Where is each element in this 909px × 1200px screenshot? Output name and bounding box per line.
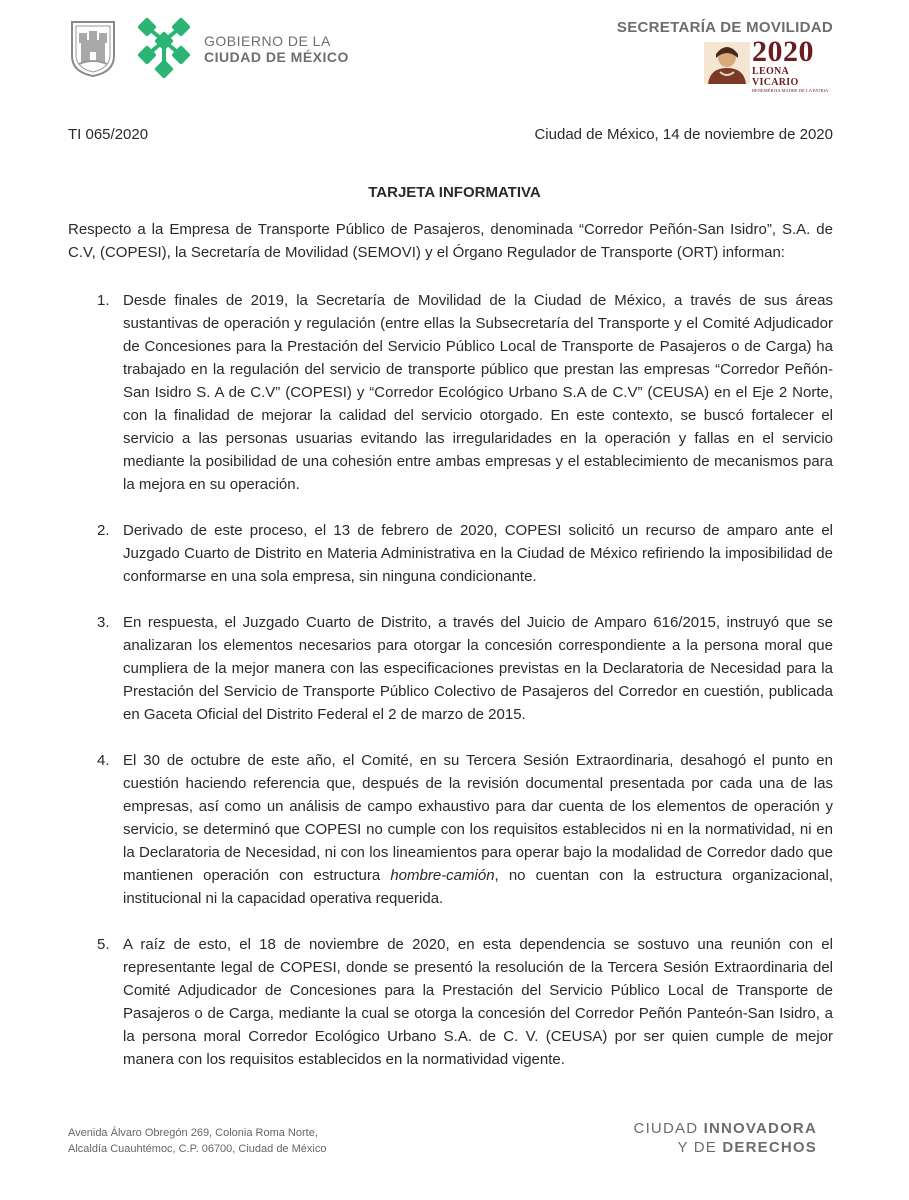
honoree-label: LEONA VICARIO	[752, 66, 799, 88]
letterhead	[0, 0, 909, 110]
slogan-light: Y DE	[677, 1139, 723, 1156]
footer-slogan	[634, 1119, 817, 1157]
item-number: 1.	[97, 292, 110, 309]
item-number: 5.	[97, 936, 110, 953]
slogan-line-2	[634, 1138, 817, 1157]
item-text: Derivado de este proceso, el 13 de febrero de 2020, COPESI solicitó un recurso de amparo ante el Juzgado Cuarto de Distrito en Materia Administrativa en la Ciudad de México refiriendo la imposibilidad de conformarse en una sola empresa, sin ninguna condicionante.	[123, 522, 833, 585]
gov-line-2: CIUDAD DE MÉXICO	[204, 49, 349, 65]
honoree-subtitle: BENEMÉRITA MADRE DE LA PATRIA	[752, 88, 829, 93]
list-item	[68, 749, 833, 910]
list-item	[68, 611, 833, 726]
numbered-list	[68, 289, 833, 1094]
year-emblem	[752, 35, 834, 94]
list-item	[68, 933, 833, 1071]
cdmx-shield-icon	[68, 18, 118, 78]
item-text-emphasis: hombre-camión	[390, 867, 495, 884]
item-text: A raíz de esto, el 18 de noviembre de 2020, en esta dependencia se sostuvo una reunión con el representante legal de COPESI, donde se presentó la resolución de la Tercera Sesión Extraordinaria del Comité Adjudicador de Concesiones para la Prestación del Servicio Público Local de Transporte de Pasajeros o de Carga, mediante la cual se otorga la concesión del Corredor Peñón Panteón-San Isidro, a la persona moral Corredor Ecológico Urbano S.A. de C. V. (CEUSA) por ser quien cumple de mejor manera con los requisitos establecidos en la normatividad vigente.	[123, 936, 833, 1068]
slogan-light: CIUDAD	[633, 1120, 704, 1137]
item-text: En respuesta, el Juzgado Cuarto de Distrito, a través del Juicio de Amparo 616/2015, instruyó que se analizaran los elementos necesarios para otorgar la concesión correspondiente a la persona moral que cumpliera de la mejor manera con las especificaciones previstas en la Declaratoria de Necesidad para la Prestación del Servicio de Transporte Público Colectivo de Pasajeros del Corredor en cuestión, publicada en Gaceta Oficial del Distrito Federal el 2 de marzo de 2015.	[123, 614, 833, 723]
item-number: 3.	[97, 614, 110, 631]
slogan-bold: DERECHOS	[722, 1139, 817, 1156]
item-text-part: El 30 de octubre de este año, el Comité, en su Tercera Sesión Extraordinaria, desahogó el punto en cuestión haciendo referencia que, después de la revisión documental presentada por cada una de las empresas, así como un análisis de campo exhaustivo para dar cuenta de los elementos de operación y servicio, se determinó que COPESI no cumple con los requisitos establecidos ni en la normatividad, ni en la Declaratoria de Necesidad, ni con los lineamientos para operar bajo la modalidad de Corredor dado que mantienen operación con estructura	[123, 752, 833, 884]
list-item	[68, 289, 833, 496]
item-text-part: , no cuentan con la estructura organizacional, institucional ni la capacidad operativa requerida.	[123, 867, 833, 907]
intro-paragraph: Respecto a la Empresa de Transporte Público de Pasajeros, denominada “Corredor Peñón-San Isidro”, S.A. de C.V, (COPESI), la Secretaría de Movilidad (SEMOVI) y el Órgano Regulador de Transporte (ORT) informan:	[68, 221, 833, 261]
list-item	[68, 519, 833, 588]
cdmx-logo-icon	[136, 16, 192, 80]
slogan-bold: INNOVADORA	[703, 1120, 817, 1137]
footer-address	[68, 1125, 326, 1157]
year-label: 2020	[752, 35, 814, 68]
government-name	[204, 33, 349, 65]
document-date: Ciudad de México, 14 de noviembre de 2020	[534, 126, 833, 143]
item-text: Desde finales de 2019, la Secretaría de Movilidad de la Ciudad de México, a través de sus áreas sustantivas de operación y regulación (entre ellas la Subsecretaría del Transporte y el Comité Adjudicador de Concesiones para la Prestación del Servicio Público Local de Transporte de Pasajeros o de Carga) ha trabajado en la regulación del servicio de transporte público que prestan las empresas “Corredor Peñón-San Isidro S. A de C.V” (COPESI) y “Corredor Ecológico Urbano S.A de C.V” (CEUSA) en el Eje 2 Norte, con la finalidad de mejorar la calidad del servicio otorgado. En este contexto, se buscó fortalecer el servicio a las personas usuarias evitando las irregularidades en la operación y fallas en el servicio mediante la posibilidad de una cohesión entre ambas empresas y el establecimiento de mecanismos para la mejora en su operación.	[123, 292, 833, 493]
secretaria-title: SECRETARÍA DE MOVILIDAD	[616, 19, 833, 36]
document-title: TARJETA INFORMATIVA	[368, 184, 541, 201]
item-number: 4.	[97, 752, 110, 769]
address-line-1: Avenida Álvaro Obregón 269, Colonia Roma Norte,	[68, 1127, 318, 1139]
document-reference: TI 065/2020	[68, 126, 149, 143]
slogan-line-1	[634, 1119, 817, 1138]
item-number: 2.	[97, 522, 110, 539]
leona-vicario-portrait	[704, 42, 750, 84]
gov-line-1: GOBIERNO DE LA	[204, 33, 331, 49]
address-line-2: Alcaldía Cuauhtémoc, C.P. 06700, Ciudad de México	[68, 1143, 327, 1155]
